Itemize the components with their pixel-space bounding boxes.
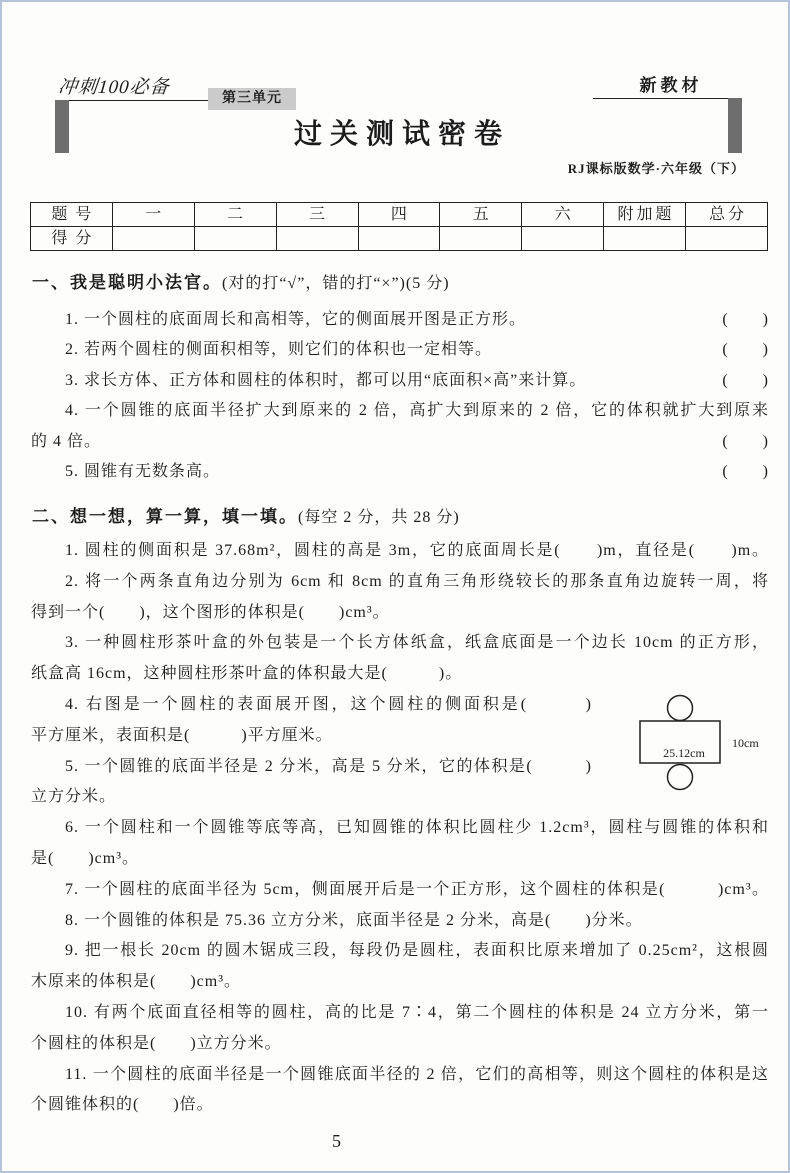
score-cell — [686, 227, 768, 251]
question-line — [31, 305, 772, 335]
score-table-column: 一 — [112, 203, 194, 227]
header-bar-left — [55, 100, 69, 153]
question-text: 1. 一个圆柱的底面周长和高相等，它的侧面展开图是正方形。 — [65, 311, 527, 328]
answer-blank: ( ) — [722, 371, 769, 389]
question-item — [31, 305, 772, 335]
question-item — [31, 936, 772, 998]
question-item — [31, 366, 772, 396]
section-2-heading — [32, 502, 772, 532]
question-line: 9. 把一根长 20cm 的圆木锯成三段，每段仍是圆柱，表面积比原来增加了 0.25cm²，这根圆 — [65, 942, 769, 960]
question-line: 10. 有两个底面直径相等的圆柱，高的比是 7∶4，第二个圆柱的体积是 24 立方分米，第一 — [65, 1003, 769, 1021]
question-item — [31, 396, 772, 457]
question-text: 3. 求长方体、正方体和圆柱的体积时，都可以用“底面积×高”来计算。 — [65, 371, 587, 389]
question-line: 木原来的体积是( )cm³。 — [31, 973, 242, 991]
question-item — [31, 998, 772, 1060]
section-2-title: 二、想一想，算一算，填一填。 — [32, 507, 298, 526]
question-item — [31, 906, 772, 937]
score-table-column: 五 — [440, 203, 522, 227]
header-rule-right — [593, 98, 742, 99]
question-item — [31, 1060, 772, 1122]
answer-blank: ( ) — [722, 462, 769, 480]
question-text: 5. 圆锥有无数条高。 — [65, 462, 221, 480]
score-table-column: 总分 — [686, 203, 768, 227]
score-table-row-label: 得分 — [31, 227, 113, 251]
score-cell — [522, 227, 604, 251]
question-line — [31, 427, 772, 457]
question-item — [31, 875, 772, 906]
section-1-heading — [32, 268, 772, 298]
header-rule-left — [55, 100, 208, 101]
score-table-score-row — [31, 227, 768, 251]
question-line: 3. 一种圆柱形茶叶盒的外包装是一个长方体纸盒，纸盒底面是一个边长 10cm 的正方形， — [65, 634, 769, 652]
rectangle-height-label: 10cm — [732, 736, 759, 750]
course-subtitle: RJ课标版数学·六年级（下） — [567, 161, 745, 176]
score-table-column: 四 — [358, 203, 440, 227]
section-1-note: (对的打“√”，错的打“×”)(5 分) — [222, 275, 450, 292]
question-line: 11. 一个圆柱的底面半径是一个圆锥底面半径的 2 倍，它们的高相等，则这个圆柱的体积是这 — [65, 1065, 769, 1083]
question-text: 2. 若两个圆柱的侧面积相等，则它们的体积也一定相等。 — [65, 341, 493, 359]
question-item — [31, 457, 772, 487]
answer-blank: ( ) — [722, 311, 769, 328]
section-1-title: 一、我是聪明小法官。 — [32, 273, 222, 292]
edition-label: 新教材 — [639, 76, 703, 95]
question-line: 6. 一个圆柱和一个圆锥等底等高，已知圆锥的体积比圆柱少 1.2cm³，圆柱与圆锥的体积和 — [65, 819, 769, 837]
question-line: 个圆锥体积的( )倍。 — [31, 1096, 214, 1114]
score-table-row-label: 题号 — [31, 203, 113, 227]
score-table-column: 二 — [194, 203, 276, 227]
score-table-header-row — [31, 203, 768, 227]
question-item — [31, 536, 772, 567]
answer-blank: ( ) — [722, 341, 769, 359]
question-item — [31, 628, 772, 690]
score-table-column: 三 — [276, 203, 358, 227]
score-table-column: 附加题 — [604, 203, 686, 227]
score-cell — [276, 227, 358, 251]
question-line: 4. 右图是一个圆柱的表面展开图，这个圆柱的侧面积是( ) — [65, 695, 592, 713]
question-item — [31, 335, 772, 365]
question-item — [31, 567, 772, 629]
question-line: 纸盒高 16cm，这种圆柱形茶叶盒的体积最大是( )。 — [31, 665, 463, 683]
score-table-column: 六 — [522, 203, 604, 227]
question-item — [31, 813, 772, 875]
question-line: 是( )cm³。 — [31, 849, 140, 867]
series-label: 冲刺100必备 — [56, 77, 171, 98]
question-line: 个圆柱的体积是( )立方分米。 — [31, 1034, 282, 1052]
section-1-questions — [31, 305, 772, 487]
question-line: 2. 将一个两条直角边分别为 6cm 和 8cm 的直角三角形绕较长的那条直角边旋转一周，将 — [65, 572, 769, 590]
page-number: 5 — [332, 1131, 341, 1151]
question-line — [31, 366, 772, 396]
question-line: 立方分米。 — [31, 788, 117, 806]
section-2-note: (每空 2 分，共 28 分) — [298, 509, 460, 526]
question-text: 的 4 倍。 — [31, 432, 102, 450]
question-line — [31, 335, 772, 365]
score-cell — [112, 227, 194, 251]
rectangle-length-label: 25.12cm — [663, 746, 705, 760]
top-base-circle — [668, 696, 693, 721]
page-title: 过关测试密卷 — [293, 119, 510, 150]
score-cell — [440, 227, 522, 251]
question-line: 得到一个( )，这个图形的体积是( )cm³。 — [31, 603, 390, 621]
unit-badge: 第三单元 — [208, 88, 296, 110]
cylinder-net-figure — [630, 690, 770, 796]
question-line: 8. 一个圆锥的体积是 75.36 立方分米，底面半径是 2 分米，高是( )分米。 — [65, 911, 643, 929]
question-line: 7. 一个圆柱的底面半径为 5cm，侧面展开后是一个正方形，这个圆柱的体积是( )cm³。 — [65, 880, 769, 898]
score-cell — [194, 227, 276, 251]
header-bar-right — [728, 98, 742, 153]
question-line: 平方厘米，表面积是( )平方厘米。 — [31, 726, 333, 744]
score-cell — [358, 227, 440, 251]
answer-blank: ( ) — [722, 432, 769, 450]
question-line: 5. 一个圆锥的底面半径是 2 分米，高是 5 分米，它的体积是( ) — [65, 757, 592, 775]
bottom-base-circle — [668, 765, 693, 790]
score-cell — [604, 227, 686, 251]
question-line: 1. 圆柱的侧面积是 37.68m²，圆柱的高是 3m，它的底面周长是( )m，直径是( )m。 — [65, 542, 769, 559]
question-line: 4. 一个圆锥的底面半径扩大到原来的 2 倍，高扩大到原来的 2 倍，它的体积就扩大到原来 — [65, 402, 769, 420]
section-2-questions — [31, 536, 772, 1121]
score-table — [30, 202, 768, 251]
question-line — [31, 457, 772, 487]
